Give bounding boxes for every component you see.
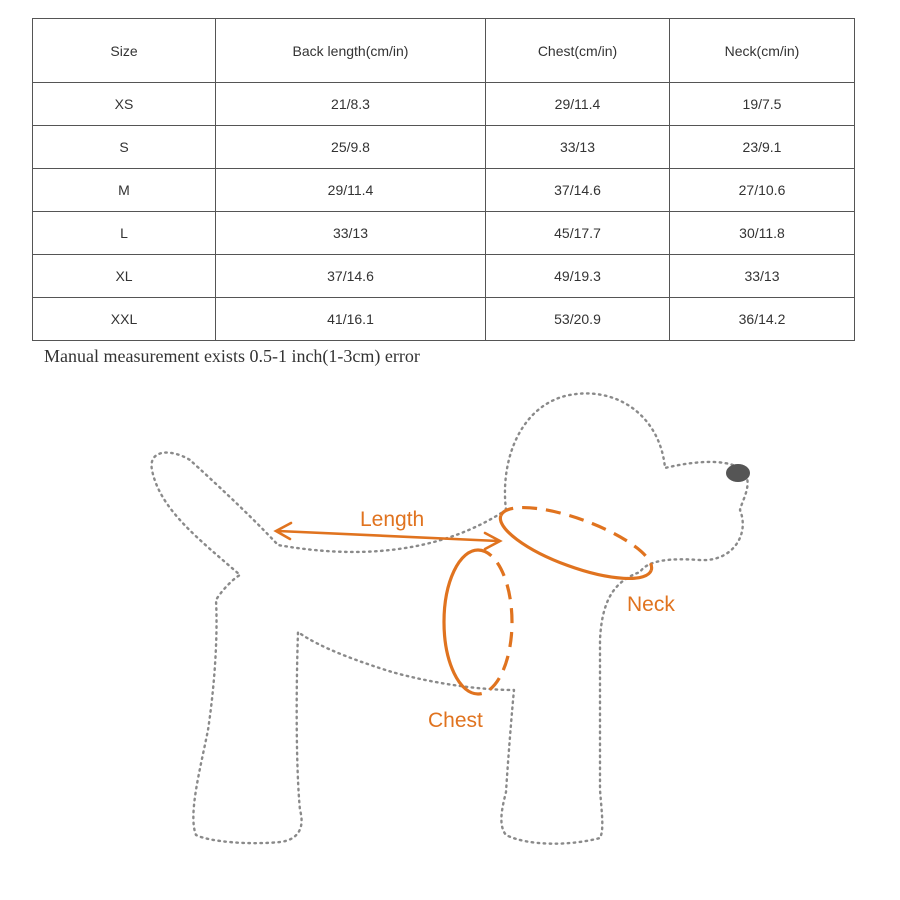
- cell-back-length: 29/11.4: [216, 169, 486, 212]
- cell-back-length: 37/14.6: [216, 255, 486, 298]
- cell-back-length: 41/16.1: [216, 298, 486, 341]
- cell-neck: 30/11.8: [670, 212, 855, 255]
- cell-neck: 23/9.1: [670, 126, 855, 169]
- header-back-length: Back length(cm/in): [216, 19, 486, 83]
- cell-size: L: [33, 212, 216, 255]
- cell-neck: 33/13: [670, 255, 855, 298]
- cell-neck: 19/7.5: [670, 83, 855, 126]
- nose-icon: [726, 464, 750, 482]
- size-chart-table: [32, 18, 855, 341]
- cell-size: S: [33, 126, 216, 169]
- neck-label: Neck: [627, 593, 675, 616]
- cell-size: XL: [33, 255, 216, 298]
- table-row: [33, 212, 855, 255]
- length-label: Length: [360, 508, 425, 531]
- cell-chest: 45/17.7: [486, 212, 670, 255]
- table-row: [33, 126, 855, 169]
- neck-ring: [493, 493, 660, 593]
- cell-chest: 37/14.6: [486, 169, 670, 212]
- dog-measurement-diagram: [0, 370, 900, 900]
- dog-outline-icon: [152, 393, 748, 843]
- table-header-row: [33, 19, 855, 83]
- chest-label: Chest: [428, 709, 483, 732]
- cell-chest: 53/20.9: [486, 298, 670, 341]
- header-chest: Chest(cm/in): [486, 19, 670, 83]
- cell-size: XXL: [33, 298, 216, 341]
- table-row: [33, 298, 855, 341]
- cell-size: XS: [33, 83, 216, 126]
- table-row: [33, 255, 855, 298]
- table-row: [33, 83, 855, 126]
- measurement-note: Manual measurement exists 0.5-1 inch(1-3cm) error: [44, 346, 420, 366]
- header-size: Size: [33, 19, 216, 83]
- cell-neck: 27/10.6: [670, 169, 855, 212]
- table-row: [33, 169, 855, 212]
- cell-back-length: 25/9.8: [216, 126, 486, 169]
- cell-chest: 29/11.4: [486, 83, 670, 126]
- cell-back-length: 33/13: [216, 212, 486, 255]
- cell-chest: 49/19.3: [486, 255, 670, 298]
- cell-chest: 33/13: [486, 126, 670, 169]
- cell-back-length: 21/8.3: [216, 83, 486, 126]
- header-neck: Neck(cm/in): [670, 19, 855, 83]
- cell-size: M: [33, 169, 216, 212]
- chest-ring: [444, 550, 512, 694]
- cell-neck: 36/14.2: [670, 298, 855, 341]
